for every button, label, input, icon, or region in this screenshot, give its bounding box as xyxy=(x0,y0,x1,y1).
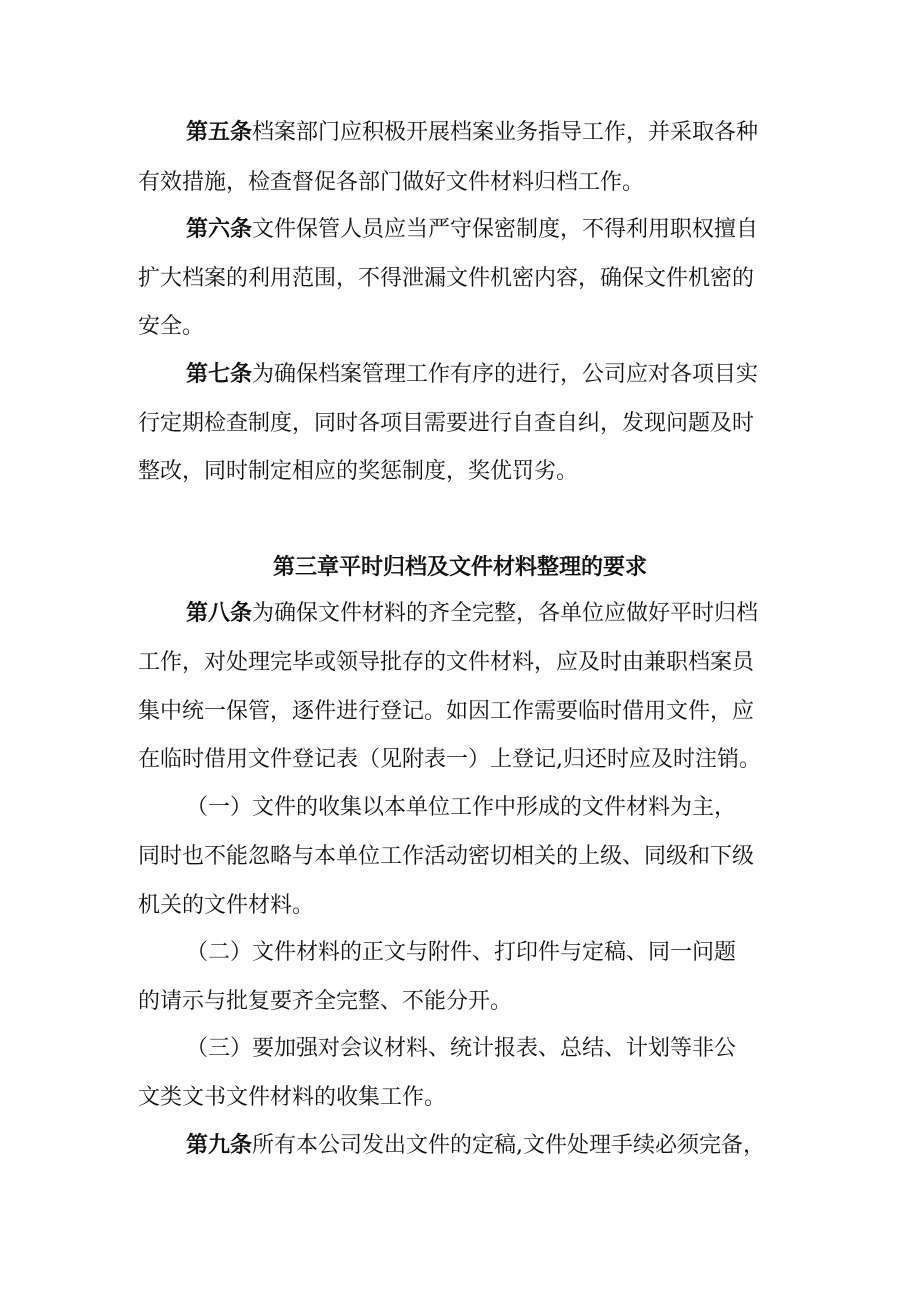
article-7-line-3: 整改，同时制定相应的奖惩制度，奖优罚劣。 xyxy=(138,459,579,484)
article-9-label: 第九条 xyxy=(186,1133,253,1158)
item-2-line-1: （二）文件材料的正文与附件、打印件与定稿、同一问题 xyxy=(186,940,737,965)
article-5-label: 第五条 xyxy=(186,120,253,145)
article-6-text: 文件保管人员应当严守保密制度，不得利用职权擅自 xyxy=(252,217,759,242)
item-1-line-1: （一）文件的收集以本单位工作中形成的文件材料为主， xyxy=(186,795,737,820)
article-6-label: 第六条 xyxy=(186,217,253,242)
article-7-label: 第七条 xyxy=(186,362,253,387)
chapter-heading: 第三章平时归档及文件材料整理的要求 xyxy=(272,555,647,580)
item-2-line-2: 的请示与批复要齐全完整、不能分开。 xyxy=(138,989,513,1014)
article-7-line-2: 行定期检查制度，同时各项目需要进行自查自纠，发现问题及时 xyxy=(138,411,755,436)
item-3-line-2: 文类文书文件材料的收集工作。 xyxy=(138,1085,447,1110)
article-8-label: 第八条 xyxy=(186,601,253,626)
article-5-text: 档案部门应积极开展档案业务指导工作，并采取各种 xyxy=(252,120,759,145)
article-7-line-1 xyxy=(186,360,758,390)
article-6-line-1 xyxy=(186,215,758,245)
item-1-line-2: 同时也不能忽略与本单位工作活动密切相关的上级、同级和下级 xyxy=(138,844,755,869)
article-9-line-1 xyxy=(186,1131,765,1161)
item-1-line-3: 机关的文件材料。 xyxy=(138,893,315,918)
article-8-line-3: 集中统一保管，逐件进行登记。如因工作需要临时借用文件，应 xyxy=(138,699,755,724)
article-9-text: 所有本公司发出文件的定稿,文件处理手续必须完备， xyxy=(252,1133,766,1158)
article-8-line-1 xyxy=(186,599,758,629)
article-5-line-1 xyxy=(186,118,758,148)
article-7-text: 为确保档案管理工作有序的进行，公司应对各项目实 xyxy=(252,362,759,387)
item-3-line-1: （三）要加强对会议材料、统计报表、总结、计划等非公 xyxy=(186,1036,737,1061)
article-8-line-2: 工作，对处理完毕或领导批存的文件材料，应及时由兼职档案员 xyxy=(138,650,755,675)
article-8-line-4: 在临时借用文件登记表（见附表一）上登记,归还时应及时注销。 xyxy=(138,747,761,772)
article-5-line-2: 有效措施，检查督促各部门做好文件材料归档工作。 xyxy=(138,170,645,195)
article-6-line-3: 安全。 xyxy=(138,314,205,339)
article-8-text: 为确保文件材料的齐全完整，各单位应做好平时归档 xyxy=(252,601,759,626)
article-6-line-2: 扩大档案的利用范围，不得泄漏文件机密内容，确保文件机密的 xyxy=(138,266,755,291)
